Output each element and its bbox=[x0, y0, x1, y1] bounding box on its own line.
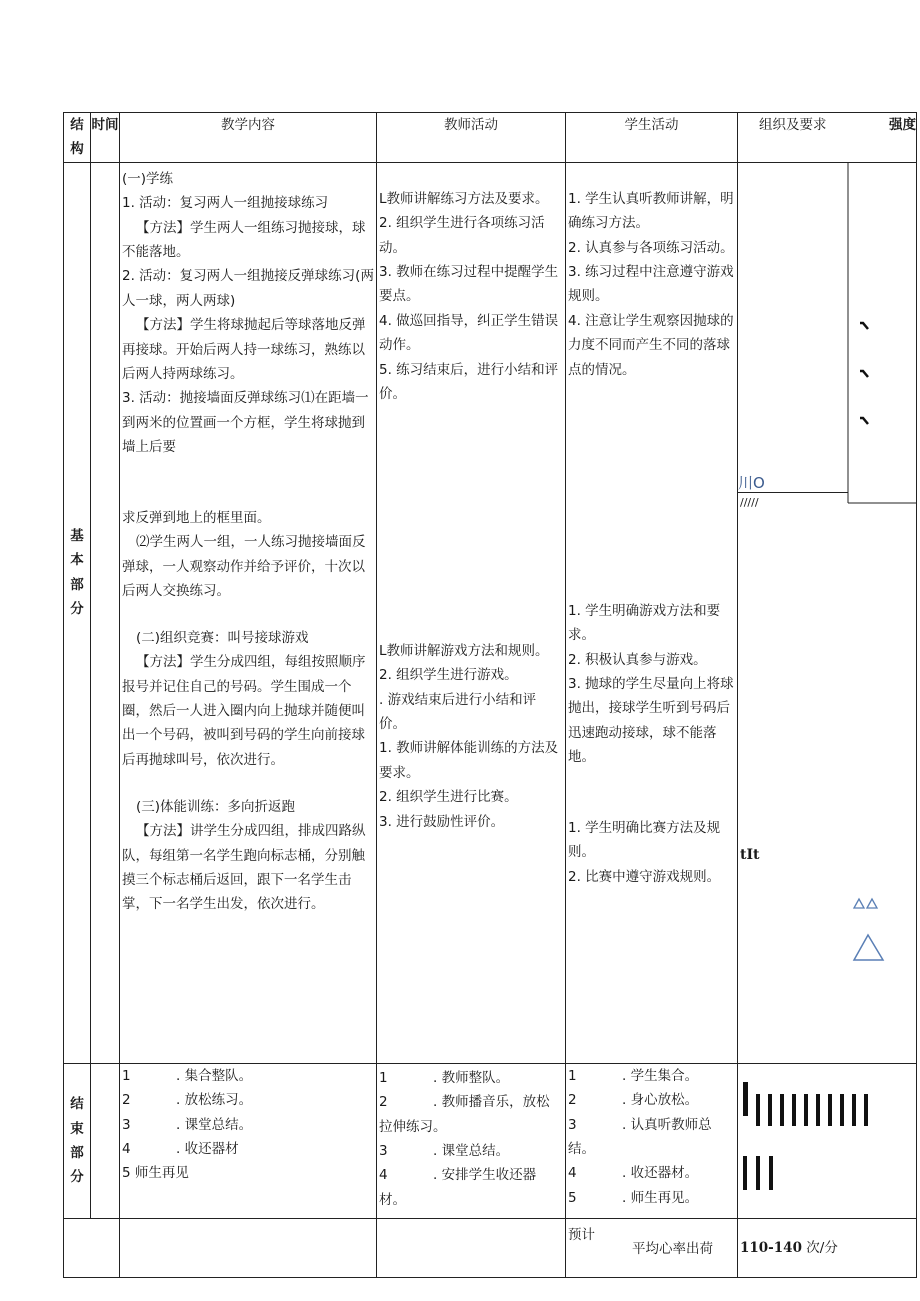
ending-time-cell bbox=[91, 1063, 120, 1218]
ending-student-item: 5 . 师生再见。 bbox=[568, 1189, 699, 1206]
ending-org-cell bbox=[738, 1063, 917, 1218]
content-line: ⑵学生两人一组，一人练习抛接墙面反弹球，一人观察动作并给予评价，十次以后两人交换练习。 bbox=[122, 534, 366, 600]
teacher-line: 1. 教师讲解体能训练的方法及要求。 bbox=[379, 740, 559, 781]
basic-content-cell bbox=[120, 162, 377, 1063]
ending-section-label: 结束部分 bbox=[64, 1063, 91, 1218]
footer-content-cell bbox=[120, 1219, 377, 1278]
ending-student-cell bbox=[566, 1063, 738, 1218]
ending-formation-diagram bbox=[738, 1064, 917, 1210]
heart-rate-cell bbox=[738, 1219, 917, 1278]
cone-icon bbox=[867, 899, 877, 908]
student-line: 2. 积极认真参与游戏。 bbox=[568, 651, 707, 668]
basic-org-cell bbox=[738, 162, 917, 1063]
content-part2 bbox=[122, 506, 374, 604]
formation-diagram bbox=[738, 163, 917, 983]
header-structure: 结构 bbox=[64, 113, 91, 163]
content-line: 2. 活动：复习两人一组抛接反弹球练习(两人一球，两人两球) bbox=[122, 268, 374, 309]
basic-section-label: 基本部分 bbox=[64, 162, 91, 1063]
teacher-part2 bbox=[379, 639, 563, 834]
content-line: (三)体能训练：多向折返跑 bbox=[136, 798, 296, 815]
student-line: 1. 学生明确游戏方法和要求。 bbox=[568, 602, 721, 644]
header-student: 学生活动 bbox=[566, 113, 738, 163]
ending-teacher-item: 3 . 课堂总结。 bbox=[379, 1143, 510, 1160]
content-part4 bbox=[122, 795, 374, 917]
student-line: 3. 抛球的学生尽量向上将球抛出，接球学生听到号码后迅速跑动接球，球不能落地。 bbox=[568, 676, 734, 766]
content-line: 【方法】学生分成四组，每组按照顺序报号并记住自己的号码。学生围成一个圈，然后一人进入圈内向上抛球并随便叫出一个号码，被叫到号码的学生向前接球后再抛球叫号，依次进行。 bbox=[122, 654, 366, 768]
content-part1 bbox=[122, 167, 374, 460]
org-mark-circle: 川O bbox=[738, 474, 848, 493]
student-line: 3. 练习过程中注意遵守游戏规则。 bbox=[568, 264, 734, 305]
basic-teacher-cell bbox=[377, 162, 566, 1063]
student-part1 bbox=[568, 187, 735, 382]
basic-section-row bbox=[64, 162, 917, 1063]
footer-teacher-cell bbox=[377, 1219, 566, 1278]
header-row bbox=[64, 113, 917, 163]
org-mark-formation: tIt bbox=[740, 846, 760, 863]
content-line: (二)组织竞赛：叫号接球游戏 bbox=[136, 629, 309, 646]
content-line: 求反弹到地上的框里面。 bbox=[122, 509, 271, 526]
footer-empty-cell bbox=[64, 1219, 120, 1278]
estimate-label: 预计 bbox=[568, 1227, 595, 1244]
teacher-line: L教师讲解游戏方法和规则。 bbox=[379, 642, 549, 659]
lesson-plan-table bbox=[63, 112, 917, 1278]
ending-content-item: 1 . 集合整队。 bbox=[122, 1067, 253, 1084]
tick-mark-icon bbox=[860, 371, 868, 377]
org-mark-lines: ///// bbox=[740, 495, 759, 509]
ending-content-item: 2 . 放松练习。 bbox=[122, 1092, 253, 1109]
student-line: 1. 学生明确比赛方法及规则。 bbox=[568, 819, 721, 861]
ending-teacher-cell bbox=[377, 1063, 566, 1218]
basic-time-cell bbox=[91, 162, 120, 1063]
content-line: 3. 活动：抛接墙面反弹球练习⑴在距墙一到两米的位置画一个方框，学生将球抛到墙上后要 bbox=[122, 390, 369, 456]
tick-mark-icon bbox=[860, 323, 868, 329]
ending-section-row bbox=[64, 1063, 917, 1218]
ending-teacher-item: 2 . 教师播音乐，放松拉伸练习。 bbox=[379, 1094, 550, 1135]
ending-student-item: 4 . 收还器材。 bbox=[568, 1165, 699, 1182]
content-line: 【方法】学生两人一组练习抛接球，球不能落地。 bbox=[122, 219, 366, 261]
teacher-line: 2. 组织学生进行游戏。 bbox=[379, 667, 518, 684]
student-line-icon bbox=[743, 1082, 868, 1190]
teacher-line: 3. 进行鼓励性评价。 bbox=[379, 813, 505, 830]
cone-icon bbox=[854, 935, 883, 960]
teacher-line: 2. 组织学生进行比赛。 bbox=[379, 789, 518, 806]
teacher-line: 4. 做巡回指导，纠正学生错误动作。 bbox=[379, 312, 559, 354]
ending-student-item: 1 . 学生集合。 bbox=[568, 1067, 699, 1084]
student-line: 2. 比赛中遵守游戏规则。 bbox=[568, 868, 721, 885]
student-line: 4. 注意让学生观察因抛球的力度不同而产生不同的落球点的情况。 bbox=[568, 312, 734, 378]
student-part3 bbox=[568, 816, 735, 889]
teacher-line: . 游戏结束后进行小结和评价。 bbox=[379, 691, 537, 733]
header-time: 时间 bbox=[91, 113, 120, 163]
header-content: 教学内容 bbox=[120, 113, 377, 163]
teacher-line: 2. 组织学生进行各项练习活动。 bbox=[379, 215, 545, 256]
teacher-line: L教师讲解练习方法及要求。 bbox=[379, 190, 549, 207]
tick-mark-icon bbox=[860, 418, 868, 424]
heart-rate-value: 110-140 bbox=[740, 1240, 802, 1257]
content-line: 【方法】学生将球抛起后等球落地反弹再接球。开始后两人持一球练习，熟练以后两人持两球练习。 bbox=[122, 317, 366, 383]
student-line: 2. 认真参与各项练习活动。 bbox=[568, 239, 734, 256]
content-line: 【方法】讲学生分成四组，排成四路纵队，每组第一名学生跑向标志桶，分别触摸三个标志桶后返回，跟下一名学生击掌，下一名学生出发，依次进行。 bbox=[122, 823, 366, 913]
cone-icon bbox=[854, 899, 864, 908]
ending-content-item: 3 . 课堂总结。 bbox=[122, 1116, 253, 1133]
basic-student-cell bbox=[566, 162, 738, 1063]
ending-content-cell bbox=[120, 1063, 377, 1218]
content-part3 bbox=[122, 626, 374, 772]
student-part2 bbox=[568, 599, 735, 770]
header-org: 组织及要求 bbox=[738, 113, 848, 163]
header-intensity: 强度 bbox=[848, 113, 917, 163]
ending-content-item: 4 . 收还器材 bbox=[122, 1141, 239, 1158]
teacher-line: 5. 练习结束后，进行小结和评价。 bbox=[379, 361, 559, 403]
content-line: 1. 活动：复习两人一组抛接球练习 bbox=[122, 195, 329, 212]
ending-student-item: 2 . 身心放松。 bbox=[568, 1092, 699, 1109]
footer-row bbox=[64, 1219, 917, 1278]
teacher-line: 3. 教师在练习过程中提醒学生要点。 bbox=[379, 264, 559, 305]
heart-rate-label: 平均心率出荷 bbox=[632, 1241, 713, 1258]
heart-rate-unit: 次/分 bbox=[806, 1240, 838, 1257]
ending-content-item: 5 师生再见 bbox=[122, 1165, 189, 1182]
teacher-part1 bbox=[379, 187, 563, 407]
ending-teacher-item: 4 . 安排学生收还器材。 bbox=[379, 1167, 537, 1208]
ending-teacher-item: 1 . 教师整队。 bbox=[379, 1069, 510, 1086]
footer-estimate-cell bbox=[566, 1219, 738, 1278]
ending-student-item: 3 . 认真听教师总结。 bbox=[568, 1116, 712, 1158]
content-line: (一)学练 bbox=[122, 170, 174, 187]
header-teacher: 教师活动 bbox=[377, 113, 566, 163]
student-line: 1. 学生认真听教师讲解，明确练习方法。 bbox=[568, 190, 734, 232]
